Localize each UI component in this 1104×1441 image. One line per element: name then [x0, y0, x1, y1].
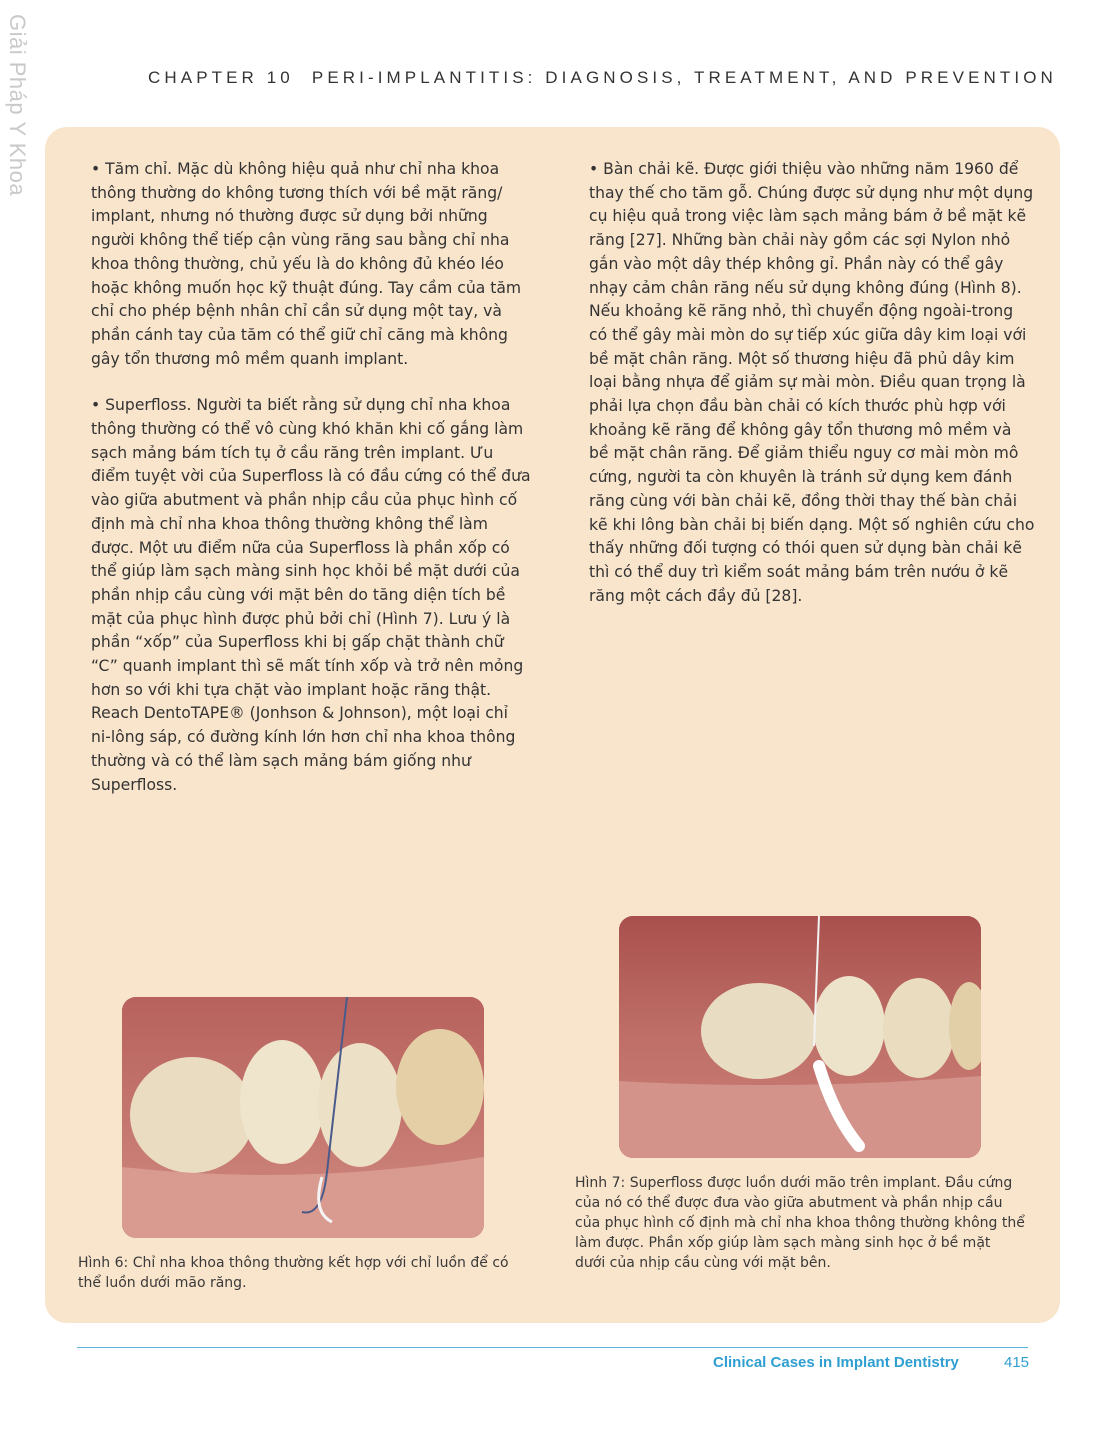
figure-7-caption: Hình 7: Superfloss được luồn dưới mão trên implant. Đầu cứng của nó có thể được đưa vào giữa abutment và phần nhịp cầu của phục hình cố định mà chỉ nha khoa thông thường không thể làm được. Phần xốp giúp làm sạch màng sinh học ở bề mặt dưới của nhịp cầu cùng với mặt bên. [575, 1175, 1025, 1271]
paragraph-floss-pick: • Tăm chỉ. Mặc dù không hiệu quả như chỉ nha khoa thông thường do không tương thích với bề mặt răng/ implant, nhưng nó thường được sử dụng bởi những người không thể tiếp cận vùng răng sau bằng chỉ nha khoa thông thường, chủ yếu là do không đủ khéo léo hoặc không muốn học kỹ thuật đúng. Tay cầm của tăm chỉ cho phép bệnh nhân chỉ cần sử dụng một tay, và phần cánh tay của tăm có thể giữ chỉ căng mà không gây tổn thương mô mềm quanh implant. [91, 160, 522, 368]
paragraph-superfloss: • Superfloss. Người ta biết rằng sử dụng chỉ nha khoa thông thường có thể vô cùng khó khăn khi cố gắng làm sạch mảng bám tích tụ ở cầu răng trên implant. Ưu điểm tuyệt vời của Superfloss là có đầu cứng có thể đưa vào giữa abutment và phần nhịp cầu của phục hình cố định mà chỉ nha khoa thông thường không thể làm được. Một ưu điểm nữa của Superfloss là phần xốp có thể giúp làm sạch màng sinh học khỏi bề mặt dưới của phần nhịp cầu cùng với mặt bên do tăng diện tích bề mặt của phục hình được phủ bởi chỉ (Hình 7). Lưu ý là phần “xốp” của Superfloss khi bị gấp chặt thành chữ “C” quanh implant thì sẽ mất tính xốp và trở nên mỏng hơn so với khi tựa chặt vào implant hoặc răng thật. [91, 396, 531, 699]
footer-book-title: Clinical Cases in Implant Dentistry [713, 1354, 959, 1371]
chapter-label: CHAPTER 10 [148, 68, 294, 87]
left-column [91, 158, 531, 797]
figure-7-photo [619, 916, 981, 1158]
page-number: 415 [1004, 1354, 1030, 1371]
right-column [589, 158, 1035, 608]
watermark: Giải Pháp Y Khoa [5, 14, 30, 197]
chapter-header [148, 68, 1057, 88]
paragraph-interdental-brush: • Bàn chải kẽ. Được giới thiệu vào những năm 1960 để thay thế cho tăm gỗ. Chúng được sử dụng như một dụng cụ hiệu quả trong việc làm sạch mảng bám ở bề mặt kẽ răng [27]. Những bàn chải này gồm các sợi Nylon nhỏ gắn vào một dây thép không gỉ. Phần này có thể gây nhạy cảm chân răng nếu sử dụng không đúng (Hình 8). Nếu khoảng kẽ răng nhỏ, thì chuyển động ngoài-trong có thể gây mài mòn do sự tiếp xúc giữa dây kim loại với bề mặt chân răng. Một số thương hiệu đã phủ dây kim loại bằng nhựa để giảm sự mài mòn. Điều quan trọng là phải lựa chọn đầu bàn chải có kích thước phù hợp với khoảng kẽ răng để không gây tổn thương mô mềm và bề mặt chân răng. Để giảm thiểu nguy cơ mài mòn mô cứng, người ta còn khuyên là tránh sử dụng kem đánh răng cùng với bàn chải kẽ, đồng thời thay thế bàn chải kẽ khi lông bàn chải bị biến dạng. Một số nghiên cứu cho thấy những đối tượng có thói quen sử dụng bàn chải kẽ thì có thể duy trì kiểm soát mảng bám trên nướu ở kẽ răng một cách đầy đủ [28]. [589, 160, 1035, 605]
footer-divider [77, 1347, 1028, 1348]
paragraph-dentotape: Reach DentoTAPE® (Jonhson & Johnson), một loại chỉ ni-lông sáp, có đường kính lớn hơn chỉ nha khoa thông thường và có thể làm sạch mảng bám giống như Superfloss. [91, 704, 516, 794]
chapter-title: PERI-IMPLANTITIS: DIAGNOSIS, TREATMENT, AND PREVENTION [311, 68, 1057, 87]
figure-6-photo [122, 997, 484, 1238]
figure-6-caption: Hình 6: Chỉ nha khoa thông thường kết hợp với chỉ luồn để có thể luồn dưới mão răng. [78, 1255, 509, 1291]
